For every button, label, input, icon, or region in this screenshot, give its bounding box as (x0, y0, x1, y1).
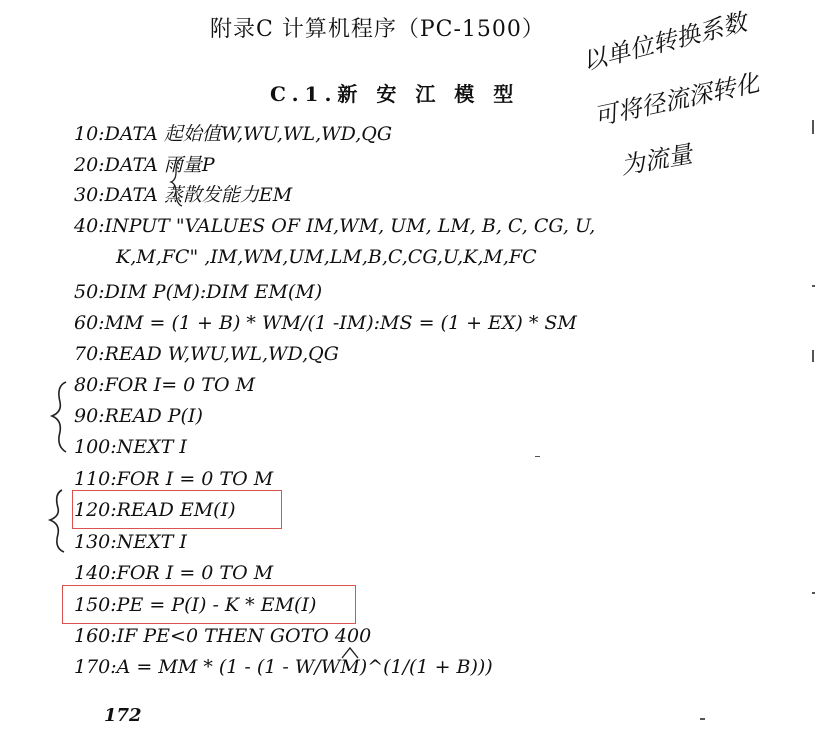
code-line-130: 130:NEXT I (74, 531, 187, 553)
code-line-30: 30:DATA 蒸散发能力EM (74, 184, 293, 206)
handwritten-note-line-2: 可将径流深转化 (591, 68, 762, 132)
page-number: 172 (104, 705, 142, 726)
code-line-170: 170:A = MM * (1 - (1 - W/WM)^(1/(1 + B))) (74, 656, 493, 678)
code-line-150: 150:PE = P(I) - K * EM(I) (74, 594, 317, 616)
code-line-100: 100:NEXT I (74, 436, 187, 458)
code-line-40-continued: K,M,FC" ,IM,WM,UM,LM,B,C,CG,U,K,M,FC (116, 246, 537, 268)
scan-speck (812, 592, 815, 594)
code-line-90: 90:READ P(I) (74, 405, 203, 427)
code-line-70: 70:READ W,WU,WL,WD,QG (74, 343, 339, 365)
appendix-title: 附录C 计算机程序（PC-1500） (210, 17, 545, 42)
scan-speck (812, 285, 815, 287)
code-line-160: 160:IF PE<0 THEN GOTO 400 (74, 625, 372, 647)
code-line-20: 20:DATA 雨量P (74, 154, 215, 176)
scan-speck (812, 120, 814, 134)
code-line-40: 40:INPUT "VALUES OF IM,WM, UM, LM, B, C, CG, U, (74, 215, 596, 237)
section-heading: C.1.新 安 江 模 型 (270, 82, 520, 106)
code-line-140: 140:FOR I = 0 TO M (74, 562, 274, 584)
scan-speck (812, 350, 814, 362)
handwritten-note-line-1: 以单位转换系数 (579, 8, 750, 76)
code-line-60: 60:MM = (1 + B) * WM/(1 -IM):MS = (1 + EX) * SM (74, 312, 577, 334)
scan-speck (535, 456, 540, 457)
code-line-110: 110:FOR I = 0 TO M (74, 468, 274, 490)
code-line-80: 80:FOR I= 0 TO M (74, 374, 256, 396)
code-line-50: 50:DIM P(M):DIM EM(M) (74, 281, 323, 303)
code-line-120: 120:READ EM(I) (74, 499, 236, 521)
code-line-10: 10:DATA 起始值W,WU,WL,WD,QG (74, 123, 393, 145)
handwritten-note-line-3: 为流量 (618, 139, 695, 181)
scan-speck (700, 718, 705, 720)
